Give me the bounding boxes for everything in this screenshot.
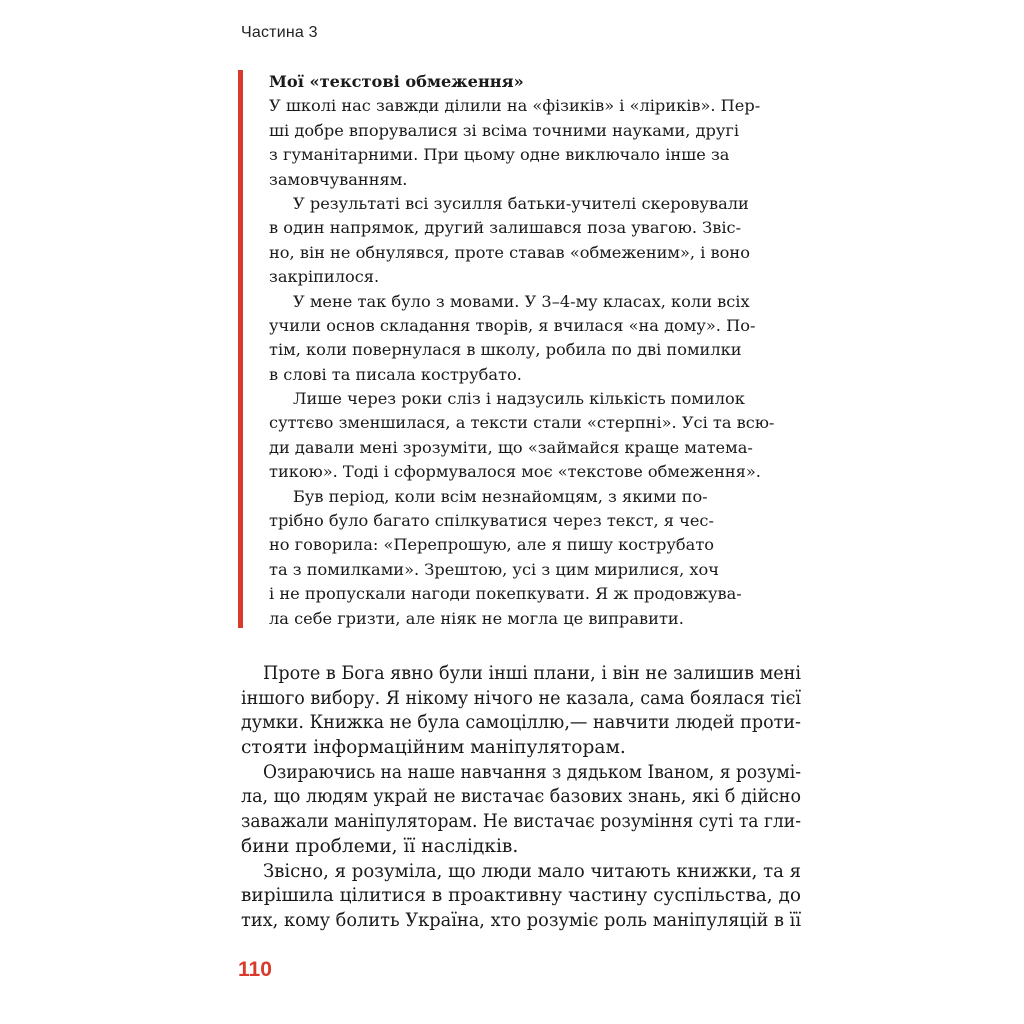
body-text-line: тих, кому болить Україна, хто розуміє роль маніпуляцій в її: [241, 909, 801, 931]
sidebar-text-line: учили основ складання творів, я вчилася «на дому». По-: [269, 315, 756, 335]
sidebar-text-line: трібно було багато спілкуватися через текст, я чес-: [269, 511, 714, 531]
running-head: Частина 3: [241, 24, 318, 41]
body-text-line: думки. Книжка не була самоціллю,— навчити людей проти-: [241, 712, 801, 734]
sidebar-box: [238, 70, 784, 628]
sidebar-text-line: тикою». Тоді і сформувалося моє «текстове обмеження».: [269, 462, 761, 482]
sidebar-text-line: У мене так було з мовами. У 3–4-му класах, коли всіх: [293, 291, 750, 311]
body-text-line: Озираючись на наше навчання з дядьком Іваном, я розумі-: [263, 761, 801, 783]
sidebar-text-line: ла себе гризти, але ніяк не могла це виправити.: [269, 608, 684, 628]
sidebar-text-line: но говорила: «Перепрошую, але я пишу кострубато: [269, 535, 715, 555]
main-text: [241, 662, 801, 934]
sidebar-text-line: в один напрямок, другий залишався поза увагою. Звіс-: [269, 218, 742, 238]
sidebar-text-line: замовчуванням.: [269, 169, 408, 189]
sidebar-text-line: Лише через роки сліз і надзусиль кількість помилок: [293, 389, 745, 409]
sidebar-title: Мої «текстові обмеження»: [269, 72, 524, 91]
body-text-line: заважали маніпуляторам. Не вистачає розуміння суті та гли-: [241, 811, 801, 833]
sidebar-text-line: У школі нас завжди ділили на «фізиків» і «ліриків». Пер-: [269, 96, 761, 116]
sidebar-content: [269, 70, 785, 631]
sidebar-text-line: ші добре впорувалися зі всіма точними науками, другі: [269, 120, 740, 140]
sidebar-text-line: суттєво зменшилася, а тексти стали «стерпні». Усі та всю-: [269, 413, 775, 433]
sidebar-text-line: і не пропускали нагоди покепкувати. Я ж продовжува-: [269, 584, 742, 604]
page-number: 110: [238, 958, 272, 981]
sidebar-text: [269, 94, 785, 631]
sidebar-text-line: У результаті всі зусилля батьки-учителі скеровували: [293, 193, 749, 213]
body-text-line: іншого вибору. Я нікому нічого не казала, сама боялася тієї: [241, 687, 801, 709]
body-text-line: вирішила цілитися в проактивну частину суспільства, до: [241, 885, 801, 907]
sidebar-text-line: закріпилося.: [269, 267, 380, 287]
body-text-line: Проте в Бога явно були інші плани, і він не залишив мені: [263, 663, 801, 684]
body-text-line: бини проблеми, її наслідків.: [241, 835, 519, 857]
body-text-line: Звісно, я розуміла, що люди мало читають книжки, та я: [263, 860, 801, 882]
sidebar-text-line: з гуманітарними. При цьому одне виключало інше за: [269, 145, 730, 165]
sidebar-text-line: в слові та писала кострубато.: [269, 364, 522, 384]
body-text-line: стояти інформаційним маніпуляторам.: [241, 737, 626, 759]
sidebar-text-line: но, він не обнулявся, проте ставав «обмеженим», і воно: [269, 242, 750, 262]
sidebar-text-line: тім, коли повернулася в школу, робила по дві помилки: [269, 340, 742, 360]
sidebar-text-line: та з помилками». Зрештою, усі з цим мирилися, хоч: [269, 559, 720, 579]
sidebar-text-line: Був період, коли всім незнайомцям, з якими по-: [293, 486, 708, 506]
sidebar-text-line: ди давали мені зрозуміти, що «займайся краще матема-: [269, 437, 753, 457]
body-text-line: ла, що людям украй не вистачає базових знань, які б дійсно: [241, 786, 801, 808]
